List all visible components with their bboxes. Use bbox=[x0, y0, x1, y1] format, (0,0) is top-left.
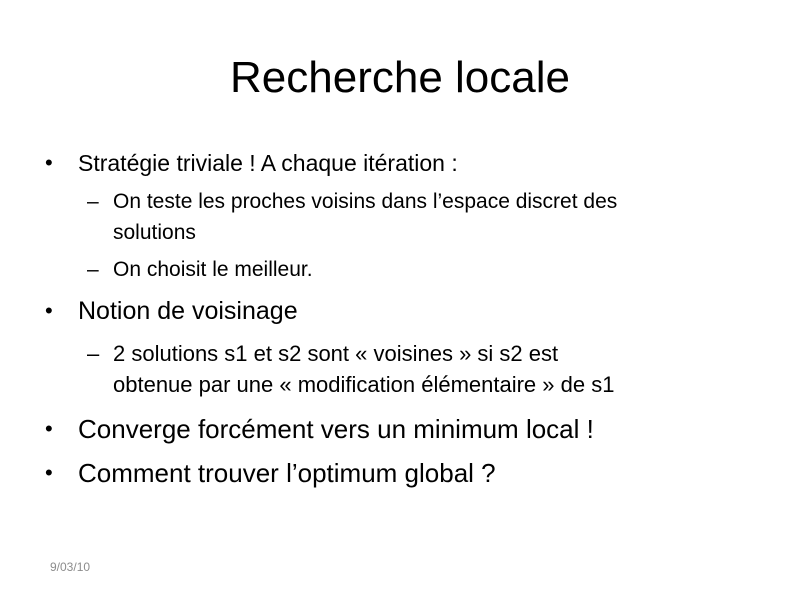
sub-bullet-item-definition bbox=[87, 338, 615, 400]
bullet-text-line: 2 solutions s1 et s2 sont « voisines » si s2 est bbox=[113, 341, 559, 366]
bullet-text-line: On teste les proches voisins dans l’espace discret des bbox=[113, 190, 618, 213]
bullet-dash-icon: – bbox=[87, 190, 99, 213]
bullet-text: Converge forcément vers un minimum local ! bbox=[78, 414, 594, 444]
bullet-item-optimum bbox=[45, 458, 496, 488]
bullet-dot-icon: • bbox=[45, 460, 53, 485]
bullet-text-line: obtenue par une « modification élémentaire » de s1 bbox=[113, 372, 615, 397]
bullet-text: Comment trouver l’optimum global ? bbox=[78, 458, 496, 488]
bullet-text: Stratégie triviale ! A chaque itération : bbox=[78, 150, 458, 176]
slide-title: Recherche locale bbox=[230, 53, 570, 102]
bullet-text-line: solutions bbox=[113, 221, 196, 244]
bullet-item-converge bbox=[45, 414, 594, 444]
sub-bullet-item-meilleur bbox=[87, 254, 313, 285]
sub-bullet-item-voisins bbox=[87, 186, 618, 248]
bullet-dot-icon: • bbox=[45, 416, 53, 441]
bullet-dot-icon: • bbox=[45, 150, 53, 175]
footer-date: 9/03/10 bbox=[50, 560, 91, 574]
bullet-item-strategie bbox=[45, 148, 458, 178]
bullet-dash-icon: – bbox=[87, 258, 99, 281]
bullet-item-voisinage bbox=[45, 296, 298, 326]
bullet-dash-icon: – bbox=[87, 341, 100, 366]
bullet-text: Notion de voisinage bbox=[78, 297, 298, 325]
bullet-dot-icon: • bbox=[45, 298, 53, 323]
bullet-text: On choisit le meilleur. bbox=[113, 258, 313, 281]
